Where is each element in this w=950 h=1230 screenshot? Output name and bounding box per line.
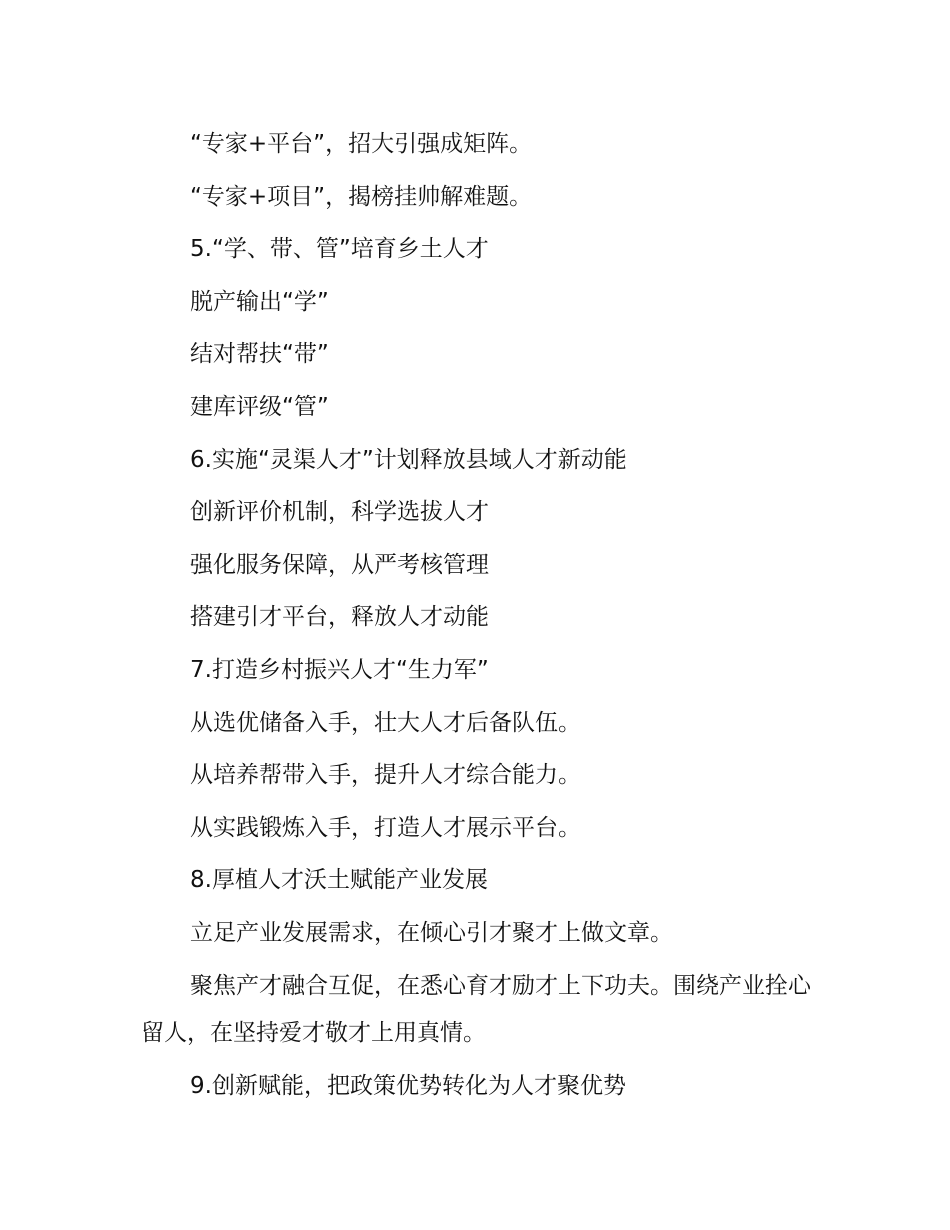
section-heading: 7.打造乡村振兴人才“生力军” (190, 656, 489, 683)
paragraph: 强化服务保障，从严考核管理 (190, 551, 489, 578)
paragraph: 结对帮扶“带” (190, 341, 329, 368)
paragraph: 建库评级“管” (190, 393, 329, 420)
section-heading: 8.厚植人才沃土赋能产业发展 (190, 867, 488, 894)
paragraph: 搭建引才平台，释放人才动能 (190, 604, 489, 631)
paragraph: 脱产输出“学” (190, 288, 329, 315)
paragraph: 从培养帮带入手，提升人才综合能力。 (190, 762, 581, 789)
document-body (141, 118, 813, 1112)
section-heading: 5.“学、带、管”培育乡土人才 (190, 236, 489, 263)
paragraph: 从实践锻炼入手，打造人才展示平台。 (190, 814, 581, 841)
paragraph: 从选优储备入手，壮大人才后备队伍。 (190, 709, 581, 736)
paragraph: 立足产业发展需求，在倾心引才聚才上做文章。 (190, 919, 673, 946)
paragraph: “专家+平台”，招大引强成矩阵。 (190, 131, 533, 157)
section-heading: 6.实施“灵渠人才”计划释放县域人才新动能 (190, 446, 627, 473)
paragraph: 创新评价机制，科学选拔人才 (190, 499, 489, 526)
paragraph: “专家+项目”，揭榜挂帅解难题。 (190, 183, 533, 210)
paragraph: 聚焦产才融合互促，在悉心育才励才上下功夫。围绕产业拴心留人，在坚持爱才敬才上用真情。 (141, 972, 811, 1046)
section-heading: 9.创新赋能，把政策优势转化为人才聚优势 (190, 1072, 626, 1099)
